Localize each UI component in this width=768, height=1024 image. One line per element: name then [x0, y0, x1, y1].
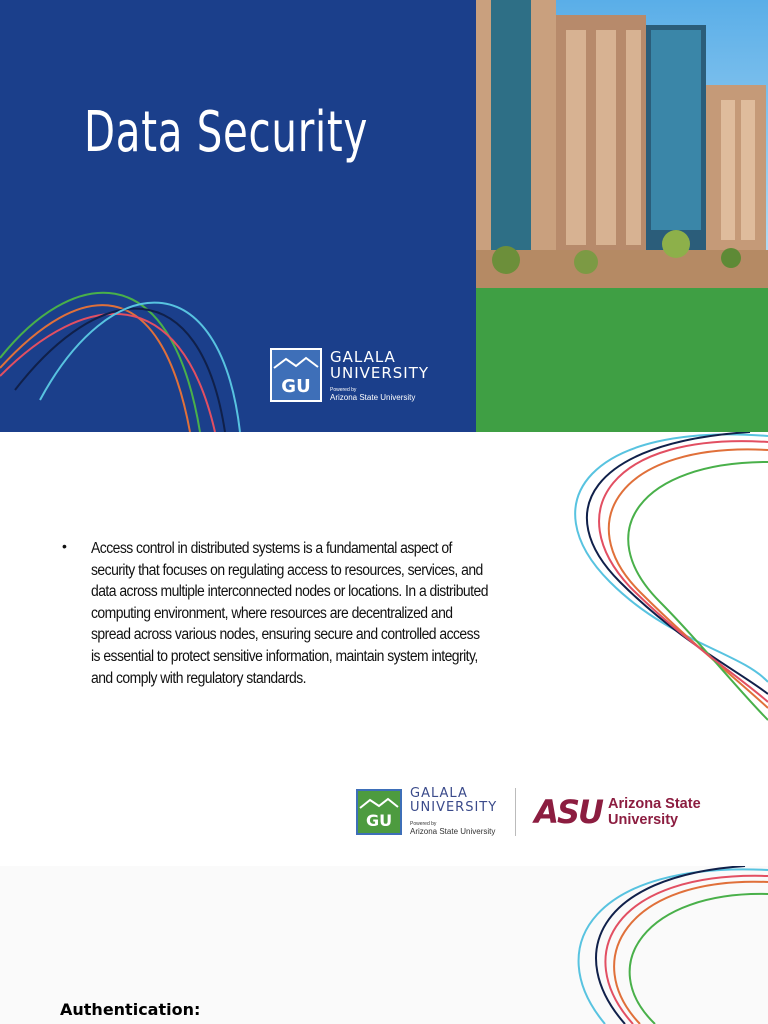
logo-line1: GALALA	[410, 786, 468, 801]
bullet-item	[62, 538, 532, 689]
galala-logo	[270, 348, 429, 402]
bullet-dot: •	[62, 538, 67, 554]
galala-logo	[356, 787, 497, 836]
partner-name: Arizona State University	[330, 392, 416, 402]
decorative-curves	[0, 250, 260, 432]
asu-line1: Arizona State	[607, 795, 701, 812]
logo-line1: GALALA	[330, 347, 396, 366]
partner-name: Arizona State University	[410, 827, 496, 836]
decorative-curves	[555, 866, 768, 1024]
gu-mark	[270, 348, 322, 402]
auth-slide	[0, 866, 768, 1024]
bullet-text: Access control in distributed systems is a fundamental aspect of security that focuses on regulating access to resources, services, and data across multiple interconnected nodes or locations. In a distributed computing environment, where resources are decentralized and spread across various nodes, ensuring secure and controlled access is essential to protect sensitive information, maintain system integrity, and comply with regulatory standards.	[90, 540, 488, 687]
asu-mark: ASU	[534, 792, 602, 831]
asu-line2: University	[607, 811, 679, 828]
green-panel	[476, 288, 768, 432]
gu-mark-text: GU	[281, 376, 311, 397]
gu-mark	[356, 789, 402, 835]
content-slide	[0, 432, 768, 866]
powered-by: Powered by	[330, 386, 357, 393]
logo-separator	[515, 788, 516, 836]
section-heading: Authentication:	[60, 1000, 201, 1019]
decorative-curves	[550, 432, 768, 722]
gu-mark-text: GU	[365, 810, 393, 830]
footer-logos	[356, 787, 701, 836]
asu-logo	[534, 793, 700, 831]
title-slide	[0, 0, 768, 432]
logo-line2: UNIVERSITY	[410, 800, 498, 815]
slide-title: Data Security	[84, 100, 369, 165]
powered-by: Powered by	[410, 821, 437, 827]
logo-line2: UNIVERSITY	[330, 363, 430, 382]
campus-photo	[476, 0, 768, 288]
